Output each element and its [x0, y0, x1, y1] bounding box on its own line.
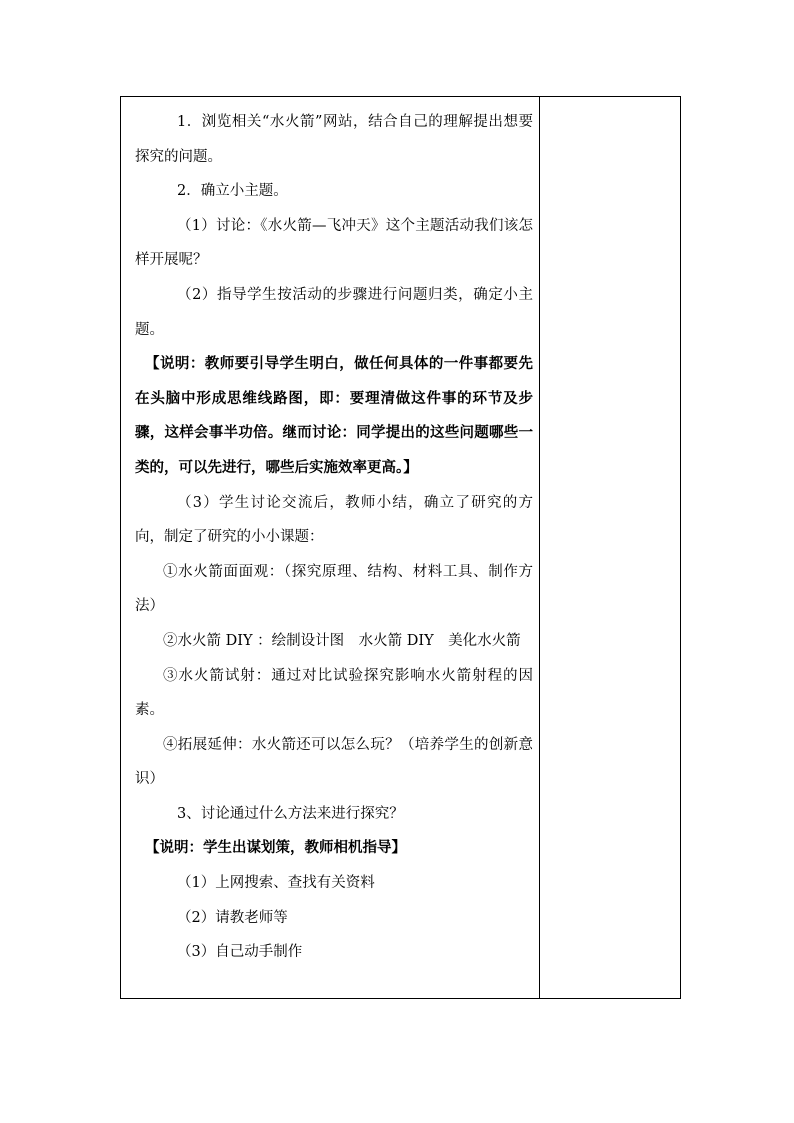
step-browse-websites: 1．浏览相关“水火箭”网站，结合自己的理解提出想要探究的问题。 [135, 114, 533, 165]
method-ask-teacher: （2）请教老师等 [177, 909, 288, 926]
lesson-table [120, 96, 681, 999]
method-hands-on: （3）自己动手制作 [177, 944, 303, 961]
step-establish-topic: 2．确立小主题。 [177, 183, 288, 200]
lesson-content [135, 105, 533, 970]
teacher-note-thinking-map: 【说明：教师要引导学生明白，做任何具体的一件事都要先在头脑中形成思维线路图，即：要理清做这件事的环节及步骤，这样会事半功倍。继而讨论：同学提出的这些问题哪些一类的，可以先进行，哪些后实施效率更高。】 [135, 355, 533, 476]
substep-discussion: （1）讨论：《水火箭—飞冲天》这个主题活动我们该怎样开展呢？ [135, 217, 533, 269]
subtopic-extension: ④拓展延伸：水火箭还可以怎么玩？（培养学生的创新意识） [135, 736, 533, 788]
subtopic-diy: ②水火箭 DIY ：绘制设计图 水火箭 DIY 美化水火箭 [163, 632, 521, 649]
method-online-search: （1）上网搜索、查找有关资料 [177, 875, 375, 892]
subtopic-test-launch: ③水火箭试射：通过对比试验探究影响水火箭射程的因素。 [135, 667, 533, 719]
teacher-note-guidance: 【说明：学生出谋划策，教师相机指导】 [145, 839, 406, 857]
substep-teacher-summary: （3）学生讨论交流后，教师小结，确立了研究的方向，制定了研究的小小课题： [135, 494, 533, 546]
main-content-cell [121, 97, 540, 998]
substep-classify-questions: （2）指导学生按活动的步骤进行问题归类，确定小主题。 [135, 286, 533, 338]
step-discuss-methods: 3、讨论通过什么方法来进行探究？ [177, 805, 404, 822]
side-notes-cell [540, 97, 680, 998]
subtopic-overview: ①水火箭面面观：（探究原理、结构、材料工具、制作方法） [135, 563, 533, 615]
